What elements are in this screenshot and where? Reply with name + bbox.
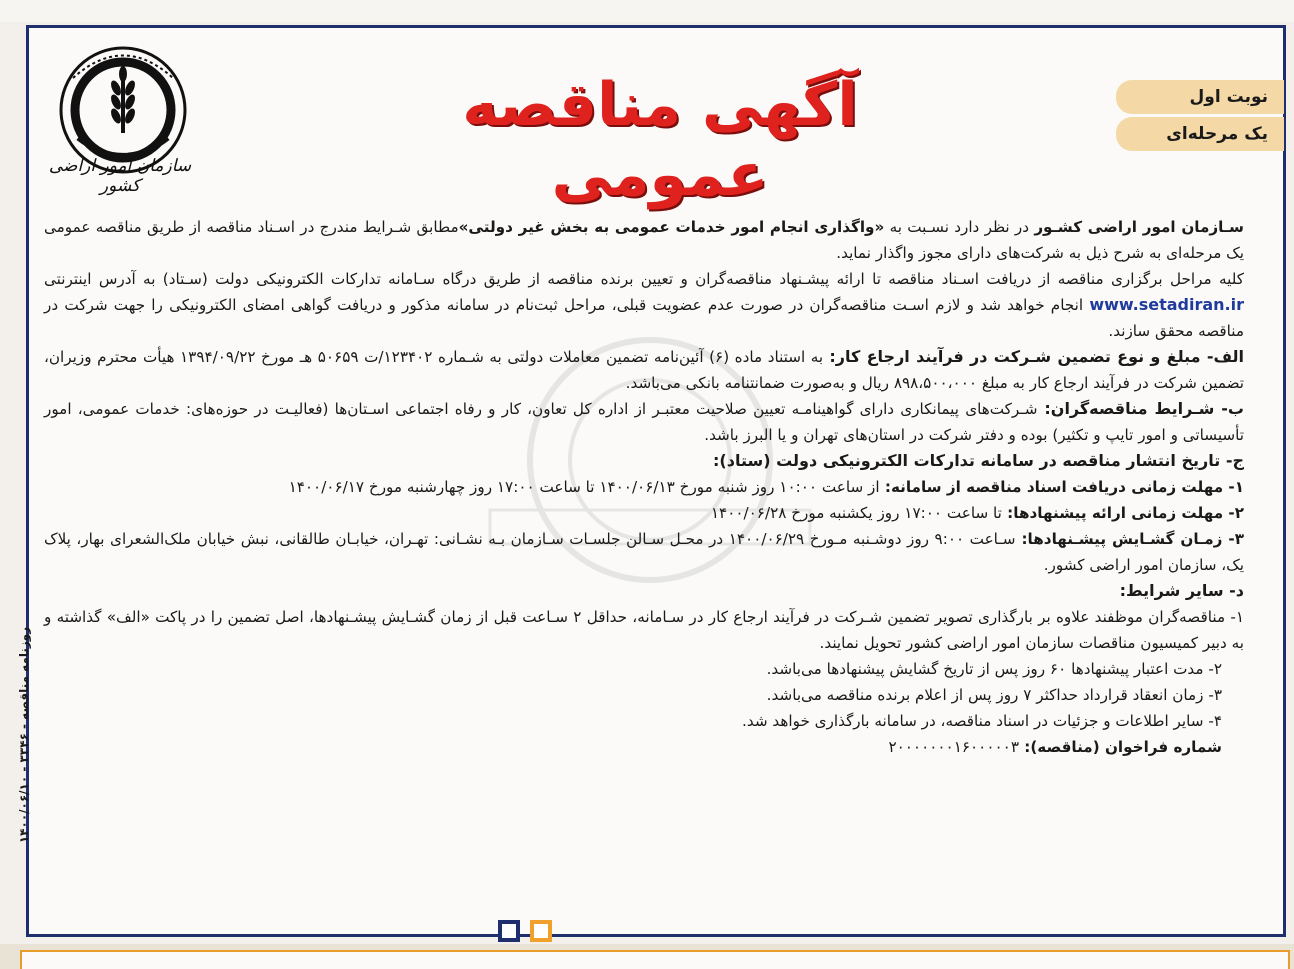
side-newspaper-label — [4, 620, 31, 860]
alef-text: به استناد ماده (۶) آئین‌نامه تضمین معاملات دولتی به شـماره ۱۲۳۴۰۲/ت ۵۰۶۵۹ هـ مورخ ۱۳۹۴/۰۹/۲۲ هیأت محترم وزیران، تضمین شرکت در فرآیند ارجاع کار به مبلغ ۸۹۸،۵۰۰،۰۰۰ ریال و به‌صورت ضمانتنامه بانکی می‌باشد. — [44, 348, 1244, 392]
announcement-body — [44, 214, 1244, 760]
jim-1-text: از ساعت ۱۰:۰۰ روز شنبه مورخ ۱۴۰۰/۰۶/۱۳ تا ساعت ۱۷:۰۰ روز چهارشنبه مورخ ۱۴۰۰/۰۶/۱۷ — [288, 478, 880, 496]
orange-square-icon — [530, 920, 552, 942]
dal-item-3: ۳- زمان انعقاد قرارداد حداکثر ۷ روز پس از اعلام برنده مناقصه می‌باشد. — [766, 686, 1222, 704]
org-name: سـازمان امور اراضی کشـور — [1034, 218, 1244, 236]
section-dal — [44, 578, 1244, 604]
jim-3-text: سـاعت ۹:۰۰ روز دوشـنبه مـورخ ۱۴۰۰/۰۶/۲۹ در محـل سـالن جلسـات سـازمان بـه نشـانی: تهـران، خیابـان طالقانی، نبش خیابان ملک‌الشعرای بهار، پلاک یک، سازمان امور اراضی کشور. — [44, 530, 1244, 574]
stages-text-1: کلیه مراحل برگزاری مناقصه از دریافت اسـناد مناقصه تا ارائه پیشـنهاد مناقصه‌گران و تعیین برنده مناقصه از طریق درگاه سـامانه تدارکات الکترونیکی دولت (سـتاد) به آدرس اینترنتی — [44, 270, 1244, 288]
stages-text-2: انجام خواهد شد و لازم اسـت مناقصه‌گران در صورت عدم عضویت قبلی، مراحل ثبت‌نام در سامانه مذکور و دریافت گواهی امضای الکترونیکی را جهت شرکت در مناقصه محقق سازند. — [44, 296, 1244, 340]
blue-square-icon — [498, 920, 520, 942]
page-title: آگهی مناقصه عمومی — [462, 70, 858, 210]
alef-heading: الف- مبلغ و نوع تضمین شـرکت در فرآیند ارجاع کار: — [823, 347, 1245, 366]
be-text: شـرکت‌های پیمانکاری دارای گواهینامـه تعیین صلاحیت معتبـر از اداره کل تعاون، کار و رفاه اجتماعی اسـتان‌ها (فعالیـت در حوزه‌های: خدمات عمومی، امور تأسیساتی و امور تایپ و تکثیر) بوده و دفتر شرکت در استان‌های تهران و یا البرز باشد. — [44, 400, 1244, 444]
call-number-label: شماره فراخوان (مناقصه): — [1018, 738, 1222, 756]
jim-2-text: تا ساعت ۱۷:۰۰ روز یکشنبه مورخ ۱۴۰۰/۰۶/۲۸ — [710, 504, 1002, 522]
jim-heading: ج- تاریخ انتشار مناقصه در سامانه تدارکات الکترونیکی دولت (ستاد): — [713, 451, 1244, 470]
section-alef — [44, 344, 1244, 396]
jim-3-heading: ۳- زمـان گشـایش پیشـنهادها: — [1015, 530, 1244, 548]
be-heading: ب- شـرایط مناقصه‌گران: — [1037, 399, 1244, 418]
badge-first-round: نوبت اول — [1116, 80, 1284, 114]
setadiran-link[interactable]: www.setadiran.ir — [1089, 295, 1244, 314]
dal-item-2: ۲- مدت اعتبار پیشنهادها ۶۰ روز پس از تاریخ گشایش پیشنهادها می‌باشد. — [766, 660, 1222, 678]
intro-paragraph — [44, 214, 1244, 266]
tender-subject: «واگذاری انجام امور خدمات عمومی به بخش غیر دولتی» — [458, 218, 885, 236]
section-jim — [44, 448, 1244, 474]
badge-single-stage: یک مرحله‌ای — [1116, 117, 1284, 151]
call-number-value: ۲۰۰۰۰۰۰۰۱۶۰۰۰۰۰۳ — [888, 738, 1019, 756]
decorative-squares — [494, 918, 564, 946]
wheat-logo-icon — [109, 66, 137, 133]
intro-rest: مطابق شـرایط مندرج در اسـناد مناقصه از طریق مناقصه عمومی یک مرحله‌ای به شرح ذیل به شرکت‌های دارای مجوز واگذار نماید. — [44, 218, 1244, 262]
dal-item-1: ۱- مناقصه‌گران موظفند علاوه بر بارگذاری تصویر تضمین شـرکت در فرآیند ارجاع کار در سـامانه، حداقل ۲ سـاعت قبل از زمان گشـایش پیشـنهادها، اصل تضمین را در پاکت «الف» گذاشته و به دبیر کمیسیون مناقصات سازمان امور اراضی کشور تحویل نمایند. — [44, 608, 1244, 652]
top-margin-strip — [0, 0, 1294, 22]
next-ad-frame-edge — [20, 950, 1290, 969]
jim-item-1 — [44, 474, 1244, 500]
section-be — [44, 396, 1244, 448]
jim-item-3 — [44, 526, 1244, 578]
side-label-text: روزنامه مناقصه - ۳۳۴۶ - ۱۴۰۰/۰۶/۱۰ — [17, 626, 31, 844]
dal-heading: د- سایر شرایط: — [1119, 581, 1244, 600]
logo-caption: سازمان امور اراضی کشور — [48, 156, 192, 196]
jim-item-2 — [44, 500, 1244, 526]
jim-1-heading: ۱- مهلت زمانی دریافت اسناد مناقصه از سامانه: — [879, 478, 1244, 496]
dal-item-4: ۴- سایر اطلاعات و جزئیات در اسناد مناقصه، در سامانه بارگذاری خواهد شد. — [742, 712, 1222, 730]
call-number-line — [44, 734, 1244, 760]
stages-paragraph — [44, 266, 1244, 344]
intro-mid: در نظر دارد نسـبت به — [884, 218, 1035, 236]
jim-2-heading: ۲- مهلت زمانی ارائه پیشنهادها: — [1001, 504, 1244, 522]
